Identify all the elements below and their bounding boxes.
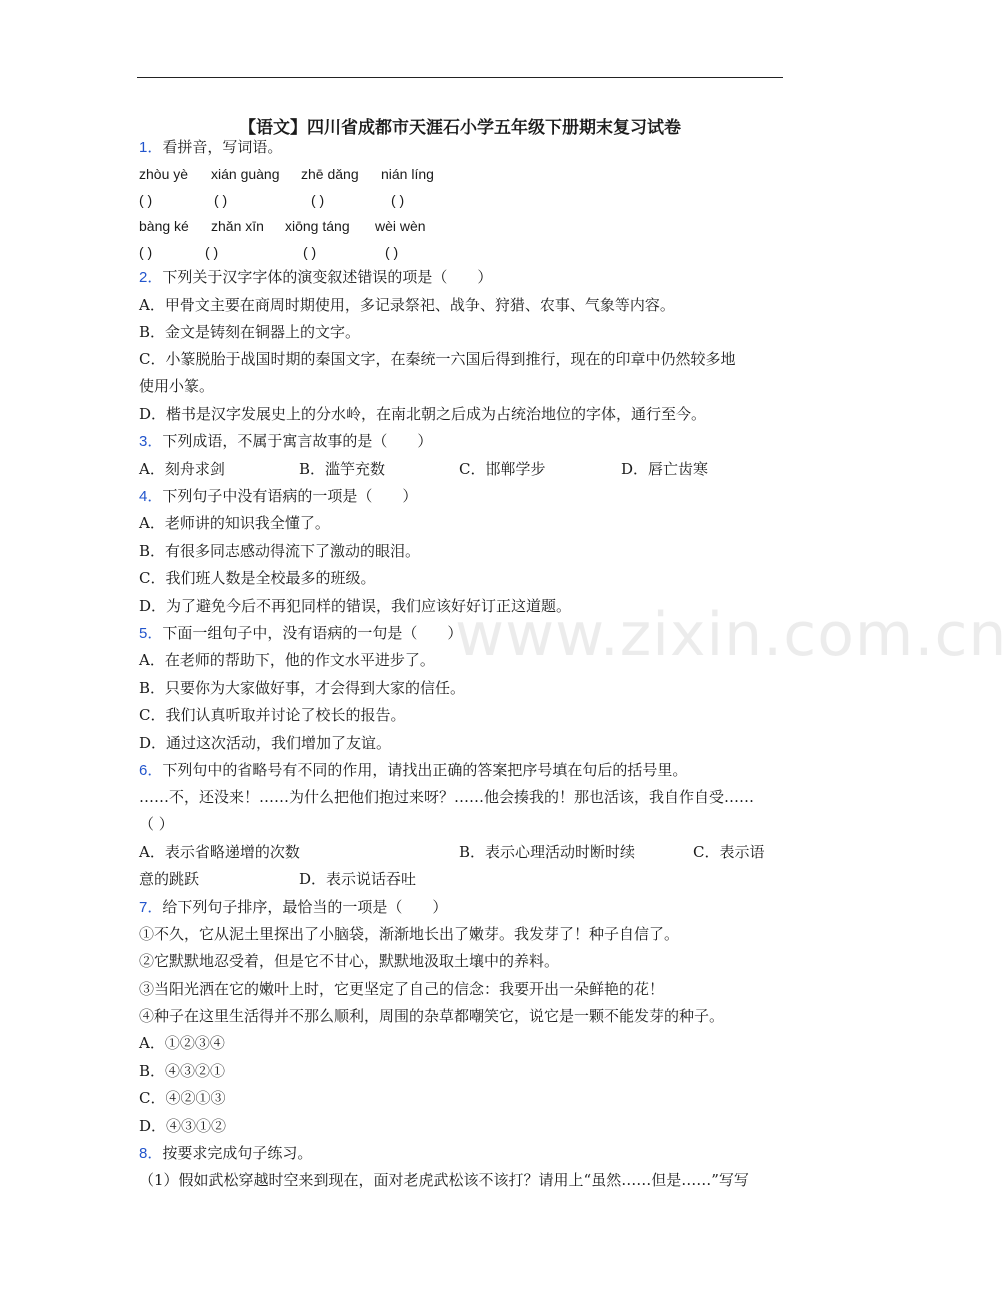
options-row — [139, 869, 779, 889]
answer-blank[interactable]: ( ) — [214, 192, 228, 208]
sentence-4: ④种子在这里生活得并不那么顺利，周围的杂草都嘲笑它，说它是一颗不能发芽的种子。 — [139, 1007, 725, 1025]
question-3 — [139, 431, 432, 452]
option-a: A．表示省略递增的次数 — [139, 843, 300, 861]
question-text: 给下列句子排序，最恰当的一项是（ ） — [162, 898, 448, 916]
answer-blanks-row-2 — [139, 242, 839, 262]
question-text: 看拼音，写词语。 — [162, 138, 283, 156]
option-b: B．④③②① — [139, 1062, 226, 1080]
question-7 — [139, 897, 447, 918]
question-5 — [139, 623, 462, 644]
option-b: B．有很多同志感动得流下了激动的眼泪。 — [139, 542, 421, 560]
answer-blank[interactable]: ( ) — [205, 244, 219, 260]
sentence-1: ①不久，它从泥土里探出了小脑袋，渐渐地长出了嫩芽。我发芽了！种子自信了。 — [139, 925, 680, 943]
option-b: B．滥竽充数 — [299, 460, 386, 478]
options-row — [139, 459, 779, 479]
option-c-continued: 使用小篆。 — [139, 377, 215, 395]
pinyin: nián líng — [381, 166, 434, 182]
pinyin: wèi wèn — [375, 218, 426, 234]
pinyin-row-2 — [139, 216, 839, 236]
answer-blanks-row-1 — [139, 190, 839, 210]
answer-blank[interactable]: ( ) — [303, 244, 317, 260]
sentence: ……不，还没来！……为什么把他们抱过来呀？……他会揍我的！那也活该，我自作自受…… — [139, 788, 755, 806]
question-number: 4． — [139, 488, 163, 505]
question-number: 6． — [139, 762, 163, 779]
pinyin: zhǎn xīn — [211, 218, 264, 234]
pinyin: zhòu yè — [139, 166, 189, 182]
option-c: C．表示语 — [693, 843, 765, 861]
question-number: 3． — [139, 433, 163, 450]
question-number: 2． — [139, 269, 163, 286]
option-c: C．我们班人数是全校最多的班级。 — [139, 569, 376, 587]
watermark: www.zixin.com.cn — [455, 600, 1007, 670]
option-b: B．金文是铸刻在铜器上的文字。 — [139, 323, 361, 341]
question-text: 按要求完成句子练习。 — [162, 1144, 313, 1162]
answer-blank[interactable]: ( ) — [139, 244, 153, 260]
option-b: B．只要你为大家做好事，才会得到大家的信任。 — [139, 679, 466, 697]
option-a: A．刻舟求剑 — [139, 460, 225, 478]
option-a: A．甲骨文主要在商周时期使用，多记录祭祀、战争、狩猎、农事、气象等内容。 — [139, 296, 675, 314]
question-8 — [139, 1143, 312, 1164]
option-d: D．为了避免今后不再犯同样的错误，我们应该好好订正这道题。 — [139, 597, 572, 615]
option-c-continued: 意的跳跃 — [139, 870, 200, 888]
pinyin: xián guàng — [211, 166, 280, 182]
question-text: 下列句中的省略号有不同的作用，请找出正确的答案把序号填在句后的括号里。 — [162, 761, 688, 779]
question-number: 7． — [139, 899, 163, 916]
answer-blank[interactable]: ( ) — [391, 192, 405, 208]
pinyin: xiōng táng — [285, 218, 350, 234]
option-c: C．④②①③ — [139, 1089, 226, 1107]
option-d: D．楷书是汉字发展史上的分水岭，在南北朝之后成为占统治地位的字体，通行至今。 — [139, 405, 707, 423]
answer-paren[interactable]: （ ） — [139, 815, 174, 833]
option-d: D．通过这次活动，我们增加了友谊。 — [139, 734, 392, 752]
option-d: D．表示说话吞吐 — [299, 870, 417, 888]
option-a: A．在老师的帮助下，他的作文水平进步了。 — [139, 651, 435, 669]
page-title: 【语文】四川省成都市天涯石小学五年级下册期末复习试卷 — [239, 118, 681, 138]
question-text: 下列关于汉字字体的演变叙述错误的项是（ ） — [162, 268, 493, 286]
option-c: C．邯郸学步 — [459, 460, 546, 478]
sentence-2: ②它默默地忍受着，但是它不甘心，默默地汲取土壤中的养料。 — [139, 952, 560, 970]
question-6 — [139, 760, 687, 781]
option-a: A．①②③④ — [139, 1034, 225, 1052]
header-rule — [137, 77, 783, 78]
pinyin-row-1 — [139, 164, 839, 184]
question-number: 8． — [139, 1145, 163, 1162]
answer-blank[interactable]: ( ) — [139, 192, 153, 208]
sentence-3: ③当阳光洒在它的嫩叶上时，它更坚定了自己的信念：我要开出一朵鲜艳的花！ — [139, 980, 665, 998]
question-number: 5． — [139, 625, 163, 642]
option-d: D．唇亡齿寒 — [621, 460, 709, 478]
options-row — [139, 842, 779, 862]
option-c: C．我们认真听取并讨论了校长的报告。 — [139, 706, 406, 724]
question-1 — [139, 137, 282, 158]
pinyin: zhē dǎng — [301, 166, 359, 182]
question-text: 下列成语，不属于寓言故事的是（ ） — [162, 432, 433, 450]
pinyin: bàng ké — [139, 218, 189, 234]
question-text: 下面一组句子中，没有语病的一句是（ ） — [162, 624, 463, 642]
question-4 — [139, 486, 417, 507]
question-text: 下列句子中没有语病的一项是（ ） — [162, 487, 418, 505]
question-2 — [139, 267, 492, 288]
question-number: 1． — [139, 139, 163, 156]
answer-blank[interactable]: ( ) — [311, 192, 325, 208]
option-c: C．小篆脱胎于战国时期的秦国文字，在秦统一六国后得到推行，现在的印章中仍然较多地 — [139, 350, 736, 368]
sub-question-1: （1）假如武松穿越时空来到现在，面对老虎武松该不该打？请用上“虽然……但是……”写写 — [139, 1171, 749, 1189]
option-b: B．表示心理活动时断时续 — [459, 843, 636, 861]
option-a: A．老师讲的知识我全懂了。 — [139, 514, 330, 532]
answer-blank[interactable]: ( ) — [385, 244, 399, 260]
option-d: D．④③①② — [139, 1117, 227, 1135]
